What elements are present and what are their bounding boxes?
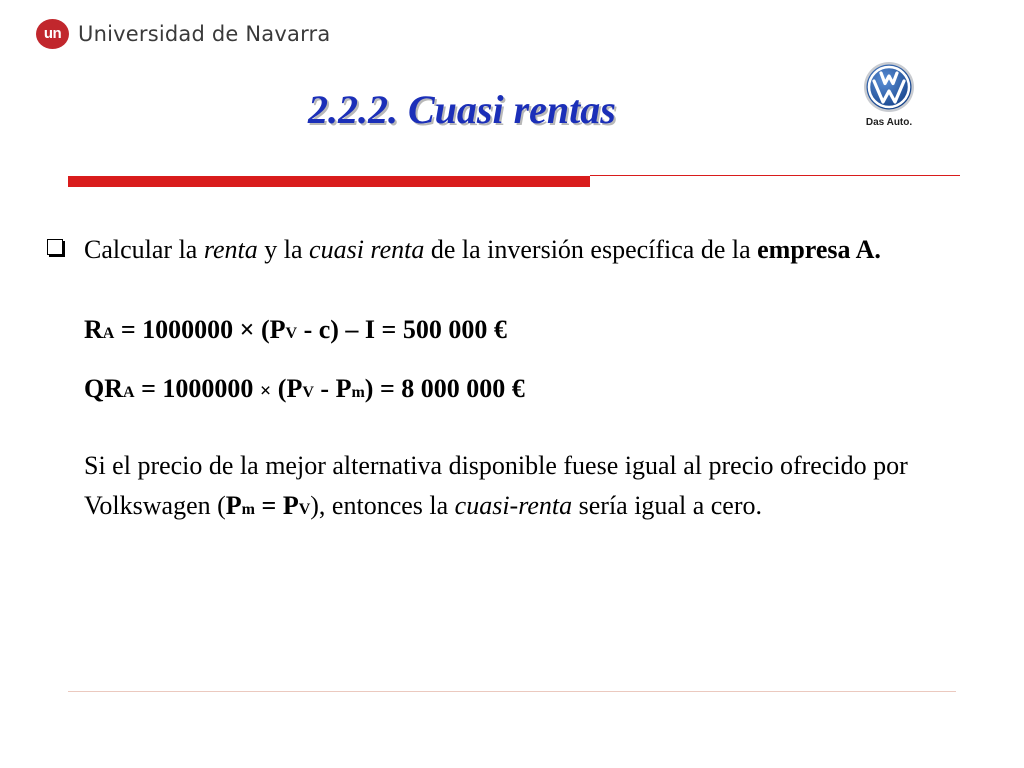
note-pv-symbol: = P (255, 491, 299, 520)
eq2-symbol: QR (84, 374, 123, 403)
title-divider-thick (68, 176, 590, 187)
footer-divider (68, 691, 956, 692)
vw-tagline: Das Auto. (865, 117, 913, 128)
eq2-pv-subscript: V (302, 384, 314, 401)
note-text-3: sería igual a cero. (572, 491, 762, 520)
university-logo (36, 19, 330, 49)
intro-text-1: Calcular la (84, 235, 204, 264)
note-pm-symbol: P (225, 491, 242, 520)
note-text-1: Si el precio de la mejor alternativa disponible fuese igual al precio ofrecido por Volkswagen ( (84, 451, 908, 520)
intro-text-3: de la inversión específica de la (424, 235, 758, 264)
note-text-2: ), entonces la (310, 491, 455, 520)
note-pv-subscript: V (298, 501, 311, 518)
hollow-square-bullet-icon (47, 239, 63, 255)
title-divider-thin (590, 175, 960, 176)
intro-paragraph (47, 230, 967, 270)
note-term-cuasi-renta: cuasi-renta (454, 491, 573, 520)
eq2-part-4: ) = 8 000 000 € (364, 374, 525, 403)
equation-cuasi-renta (47, 369, 967, 413)
vw-logo-icon (863, 61, 915, 113)
eq2-pm-subscript: m (351, 384, 365, 401)
intro-term-renta: renta (203, 235, 258, 264)
eq2-symbol-subscript: A (123, 384, 135, 401)
equation-renta (47, 310, 967, 354)
eq1-pv-subscript: V (285, 325, 298, 342)
intro-text-2: y la (257, 235, 310, 264)
un-logo-badge: un (36, 19, 69, 49)
eq2-part-3: - P (313, 374, 352, 403)
eq1-symbol: R (84, 315, 103, 344)
eq2-part-1: = 1000000 (134, 374, 260, 403)
intro-company: empresa A. (757, 235, 881, 264)
intro-term-cuasi-renta: cuasi renta (309, 235, 425, 264)
university-name: Universidad de Navarra (78, 22, 331, 46)
note-pm (226, 491, 310, 520)
slide-title: 2.2.2. Cuasi rentas (308, 87, 616, 132)
conclusion-paragraph (47, 446, 967, 530)
eq2-times-sign: × (259, 380, 272, 402)
eq1-symbol-subscript: A (102, 325, 115, 342)
eq2-part-2: (P (271, 374, 303, 403)
slide-content (47, 230, 967, 530)
eq1-part-1: = 1000000 × (P (114, 315, 286, 344)
note-pm-subscript: m (241, 501, 255, 518)
vw-brand-logo (860, 61, 920, 131)
eq1-part-2: - c) – I = 500 000 € (297, 315, 507, 344)
